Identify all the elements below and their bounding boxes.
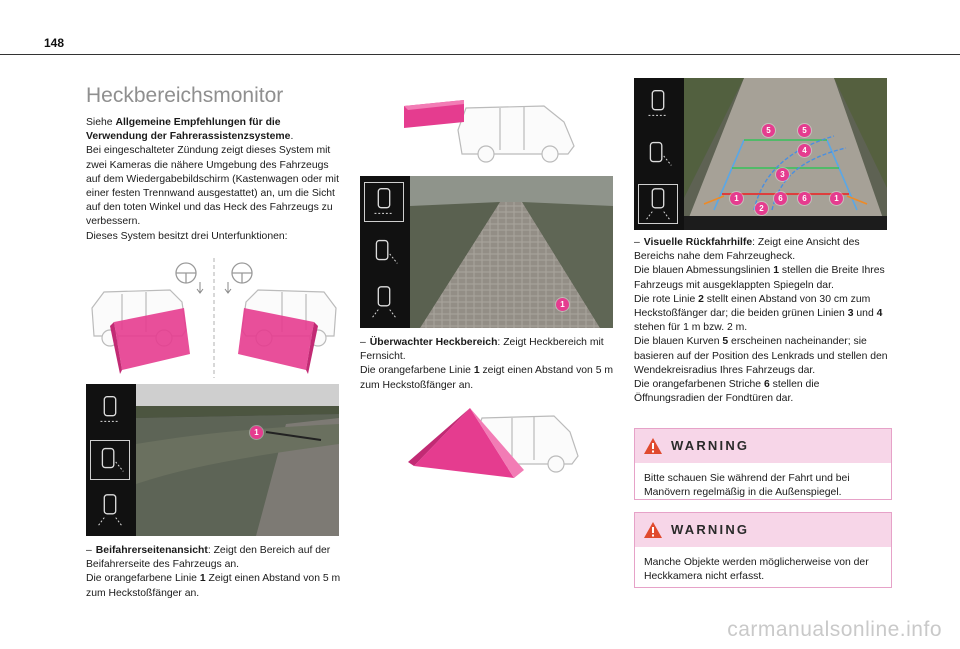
warning-text: Manche Objekte werden möglicherweise von der Heckkamera nicht erfasst. — [644, 557, 869, 583]
marker-6-badge: 6 — [774, 192, 787, 205]
rear-view-description — [360, 336, 616, 393]
watermark: carmanualsonline.info — [727, 618, 942, 641]
intro-lead: Siehe — [86, 117, 116, 128]
cobblestone-road-image — [410, 176, 613, 328]
warning-box-camera — [634, 512, 892, 588]
side-view-illustration — [86, 256, 342, 378]
function-desc: : Zeigt Heckbereich mit Fernsicht. — [360, 337, 604, 363]
marker-5-badge: 5 — [762, 124, 775, 137]
description-line: Die blauen Kurven 5 erscheinen nacheinander; sie basieren auf der Position des Lenkrads und stellen den Wendekreisradius Ihres Fahrzeugs dar. — [634, 336, 888, 376]
header-rule — [0, 54, 960, 55]
gravel-road-image — [684, 78, 887, 230]
function-desc: : Zeigt den Bereich auf der Beifahrerseite des Fahrzeugs an. — [86, 545, 331, 571]
function-desc: : Zeigt eine Ansicht des Bereichs nahe dem Fahrzeugheck. — [634, 237, 860, 263]
passenger-side-mode-icon[interactable] — [638, 134, 678, 174]
detail-end: zeigt einen Abstand von 5 m zum Heckstoßfänger an. — [360, 365, 614, 391]
page-number: 148 — [44, 36, 65, 50]
reversing-aid-description — [634, 236, 892, 406]
marker-2-badge: 2 — [755, 202, 768, 215]
camera-view-reversing-aid — [634, 78, 887, 230]
detail-end: Zeigt einen Abstand von 5 m zum Heckstoßfänger an. — [86, 573, 341, 599]
detail-number: 1 — [473, 365, 480, 377]
reversing-aid-mode-icon[interactable] — [364, 282, 404, 322]
camera-view-passenger-side — [86, 384, 339, 536]
intro-after-ref: . — [290, 131, 294, 143]
rear-view-mode-icon[interactable] — [364, 182, 404, 222]
bullet-dash: – — [634, 237, 640, 248]
description-line: Die blauen Abmessungslinien 1 stellen die Breite Ihres Fahrzeugs mit ausgeklappten Spiegeln dar. — [634, 265, 885, 291]
intro-line-2: Dieses System besitzt drei Unterfunktionen: — [86, 230, 288, 242]
marker-5-badge: 5 — [798, 124, 811, 137]
description-line: Die rote Linie 2 stellt einen Abstand von 30 cm zum Heckstoßfänger dar; die beiden grünen Linien 3 und 4 stehen für 1 m bzw. 2 m. — [634, 293, 883, 334]
warning-title: WARNING — [671, 438, 750, 453]
function-name: Visuelle Rückfahrhilfe — [643, 237, 753, 248]
marker-3-badge: 3 — [776, 168, 789, 181]
section-title: Heckbereichsmonitor — [86, 84, 284, 107]
bullet-dash: – — [360, 337, 366, 348]
intro-reference[interactable]: Allgemeine Empfehlungen für die Verwendung der Fahrerassistenzsysteme — [86, 117, 291, 143]
warning-text: Bitte schauen Sie während der Fahrt und bei Manövern regelmäßig in die Außenspiegel. — [644, 473, 850, 499]
function-name: Überwachter Heckbereich — [369, 337, 498, 348]
rear-zone-illustration — [404, 92, 584, 164]
van-outline — [458, 106, 574, 162]
description-line: Die orangefarbenen Striche 6 stellen die Öffnungsradien der Fondtüren dar. — [634, 379, 820, 405]
warning-title: WARNING — [671, 522, 750, 537]
marker-1-badge: 1 — [830, 192, 843, 205]
camera-mode-sidebar — [360, 176, 410, 328]
marker-1-badge: 1 — [250, 426, 263, 439]
function-name: Beifahrerseitenansicht — [95, 545, 208, 556]
passenger-side-mode-icon[interactable] — [90, 440, 130, 480]
intro-line-1: Bei eingeschalteter Zündung zeigt dieses System mit zwei Kameras die nähere Umgebung des Fahrzeugs auf dem Wiedergabebildschirm (Kastenwagen oder mit einer festen Trennwand ausgestattet) an, um die Sicht auf den toten Winkel und das Heck des Fahrzeugs zu verbessern. — [86, 145, 339, 228]
side-road-image — [136, 384, 339, 536]
reversing-aid-mode-icon[interactable] — [90, 490, 130, 530]
warning-header — [635, 429, 891, 463]
detail-text: Die orangefarbene Linie — [86, 573, 200, 585]
warning-box-mirrors — [634, 428, 892, 500]
steering-wheel-icon — [232, 263, 252, 283]
marker-1-badge: 1 — [556, 298, 569, 311]
bullet-dash: – — [86, 545, 92, 556]
passenger-side-description — [86, 544, 342, 601]
detail-text: Die orangefarbene Linie — [360, 365, 474, 377]
rear-view-mode-icon[interactable] — [90, 390, 130, 430]
reversing-zone-illustration — [404, 406, 584, 486]
reversing-aid-mode-icon[interactable] — [638, 184, 678, 224]
passenger-side-mode-icon[interactable] — [364, 232, 404, 272]
camera-mode-sidebar — [86, 384, 136, 536]
warning-header — [635, 513, 891, 547]
marker-6-badge: 6 — [798, 192, 811, 205]
warning-triangle-icon — [643, 437, 663, 455]
steering-wheel-icon — [176, 263, 196, 283]
camera-view-rear-far — [360, 176, 613, 328]
marker-4-badge: 4 — [798, 144, 811, 157]
camera-mode-sidebar — [634, 78, 684, 230]
warning-triangle-icon — [643, 521, 663, 539]
rear-view-mode-icon[interactable] — [638, 84, 678, 124]
intro-text — [86, 116, 342, 244]
detail-number: 1 — [199, 573, 206, 585]
marker-1-badge: 1 — [730, 192, 743, 205]
